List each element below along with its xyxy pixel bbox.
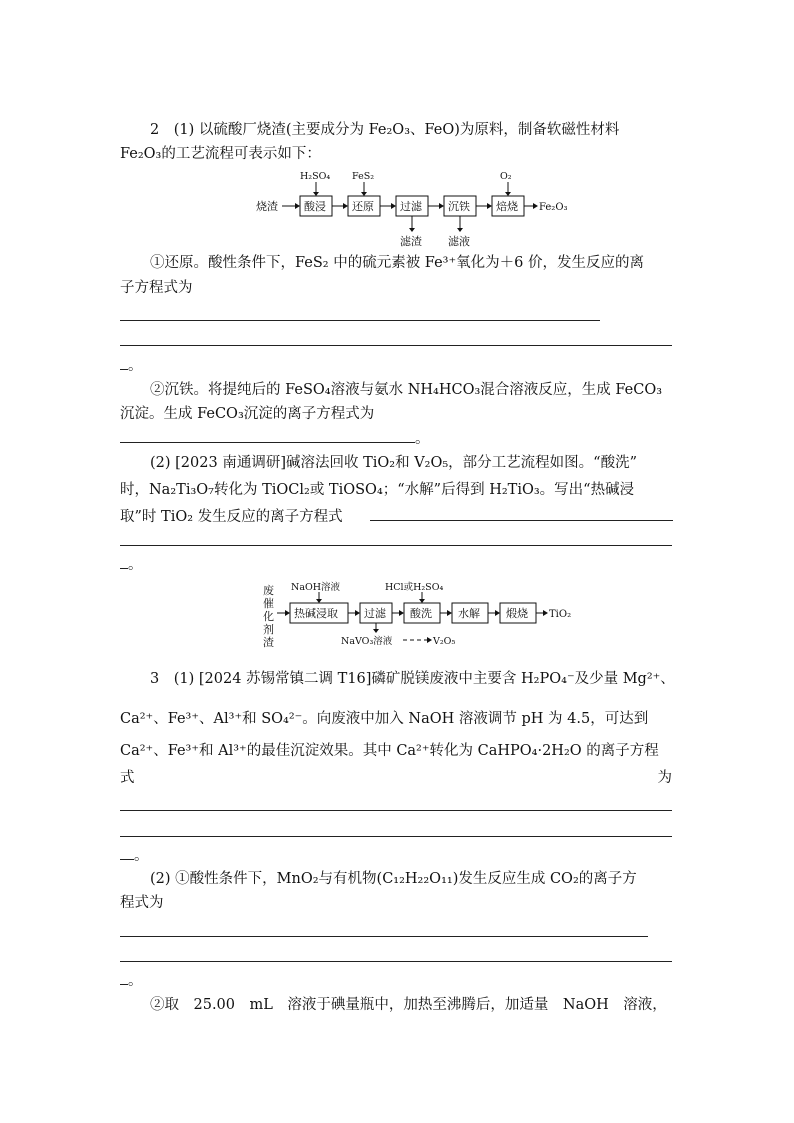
q2-iron-line1: ②沉铁。将提纯后的 FeSO₄溶液与氨水 NH₄HCO₃混合溶液反应，生成 FeCO₃ — [150, 382, 663, 398]
answer-line — [120, 836, 672, 837]
flow-diagram-2 — [255, 578, 575, 650]
answer-line — [120, 320, 600, 321]
answer-blank-end: 。 — [120, 554, 143, 576]
answer-blank-end: 。 — [120, 845, 149, 867]
flow2-step-label: 酸洗 — [410, 607, 432, 620]
q2-reduce-line2: 子方程式为 — [120, 280, 193, 296]
flow2-start-char: 渣 — [263, 636, 274, 649]
flow2-side-end: V₂O₅ — [433, 636, 456, 647]
q3-part1-line4 — [120, 767, 672, 789]
answer-line — [120, 961, 672, 962]
answer-blank-end: 。 — [120, 355, 143, 377]
q3-part2-line1: (2) ①酸性条件下，MnO₂与有机物(C₁₂H₂₂O₁₁)发生反应生成 CO₂的离子方 — [150, 871, 637, 887]
flow2-start-char: 废 — [263, 584, 274, 597]
q3-part1-line4-right: 为 — [657, 770, 672, 786]
q2-reduce-line1: ①还原。酸性条件下，FeS₂ 中的硫元素被 Fe³⁺氧化为＋6 价，发生反应的离 — [150, 255, 644, 271]
answer-line — [120, 936, 648, 937]
flow1-input-fes2: FeS₂ — [352, 171, 375, 182]
flow1-input-h2so4: H₂SO₄ — [300, 171, 331, 182]
answer-line — [370, 520, 673, 521]
q2-part1-line2: Fe₂O₃的工艺流程可表示如下： — [120, 146, 321, 162]
flow2-start-char: 化 — [263, 610, 274, 623]
flow2-side-output: NaVO₃溶液 — [341, 636, 393, 647]
flow1-step-label: 过滤 — [400, 200, 422, 213]
q2-part2-line3: 取”时 TiO₂ 发生反应的离子方程式 — [120, 509, 343, 525]
q3-part1-line2: Ca²⁺、Fe³⁺、Al³⁺和 SO₄²⁻。向废液中加入 NaOH 溶液调节 pH 为 4.5，可达到 — [120, 711, 649, 727]
answer-line — [120, 810, 672, 811]
flow1-start: 烧渣 — [256, 200, 278, 213]
flow2-input-naoh: NaOH溶液 — [291, 582, 341, 593]
flow1-input-o2: O₂ — [500, 171, 512, 182]
flow1-step-label: 还原 — [352, 200, 374, 213]
flow2-end: TiO₂ — [549, 609, 572, 620]
answer-line — [120, 345, 672, 346]
q3-part2-line2: 程式为 — [120, 895, 164, 911]
flow2-start-char: 催 — [263, 597, 274, 610]
flow1-step-label: 沉铁 — [448, 200, 470, 213]
flow2-step-label: 过滤 — [364, 607, 386, 620]
flow1-end: Fe₂O₃ — [539, 202, 568, 213]
flow2-start-char: 剂 — [263, 623, 274, 636]
answer-line — [120, 545, 672, 546]
q3-part1-line1: 3 (1) [2024 苏锡常镇二调 T16]磷矿脱镁废液中主要含 H₂PO₄⁻及少量 Mg²⁺、 — [150, 671, 675, 687]
flow2-step-label: 水解 — [458, 607, 480, 620]
flow1-output-filtrate: 滤液 — [448, 235, 470, 248]
flow1-step-label: 酸浸 — [304, 200, 326, 213]
flow2-input-acid: HCl或H₂SO₄ — [385, 582, 444, 593]
answer-end-mark: 。 — [415, 431, 430, 447]
q2-part1-line1: 2 (1) 以硫酸厂烧渣(主要成分为 Fe₂O₃、FeO)为原料，制备软磁性材料 — [150, 122, 620, 138]
flow-diagram-1 — [250, 166, 580, 250]
flow1-step-label: 焙烧 — [496, 200, 518, 213]
q3-part1-line3: Ca²⁺、Fe³⁺和 Al³⁺的最佳沉淀效果。其中 Ca²⁺转化为 CaHPO₄·2H₂O 的离子方程 — [120, 743, 659, 759]
q2-part2-line2: 时，Na₂Ti₃O₇转化为 TiOCl₂或 TiOSO₄；“水解”后得到 H₂TiO₃。写出“热碱浸 — [120, 482, 635, 498]
q3-part2-line3: ②取 25.00 mL 溶液于碘量瓶中，加热至沸腾后，加适量 NaOH 溶液， — [150, 997, 667, 1013]
flow2-step-label: 煅烧 — [506, 607, 528, 620]
answer-blank-end: 。 — [120, 970, 143, 992]
q2-iron-line2: 沉淀。生成 FeCO₃沉淀的离子方程式为 — [120, 406, 375, 422]
flow2-step-label: 热碱浸取 — [294, 607, 338, 620]
flow1-output-residue: 滤渣 — [400, 235, 422, 248]
q3-part1-line4-left: 式 — [120, 770, 135, 786]
answer-line — [120, 442, 415, 443]
q2-part2-line1: (2) [2023 南通调研]碱溶法回收 TiO₂和 V₂O₅，部分工艺流程如图。“酸洗” — [150, 455, 638, 471]
